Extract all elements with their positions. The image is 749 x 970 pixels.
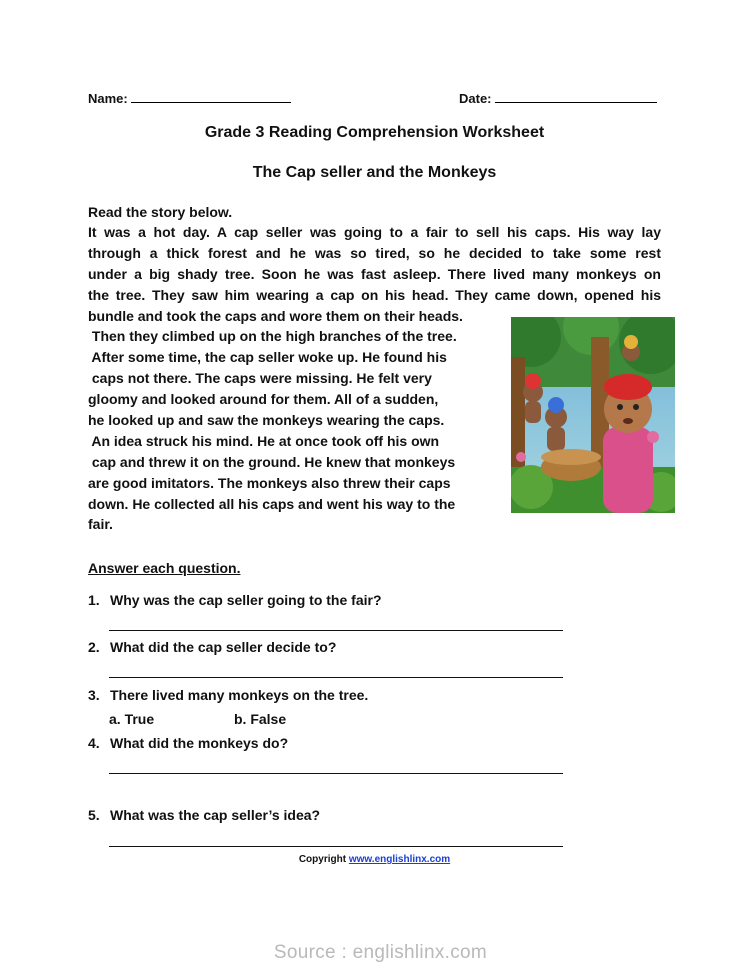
question-2	[88, 639, 336, 655]
question-4	[88, 735, 288, 751]
question-text: There lived many monkeys on the tree.	[110, 687, 369, 703]
date-field	[459, 90, 657, 106]
option-a-true[interactable]: a. True	[109, 711, 155, 727]
question-text: What did the monkeys do?	[110, 735, 289, 751]
story-line: through a thick forest and he was so tired, so he decided to take some rest	[88, 244, 661, 261]
date-label: Date:	[459, 91, 492, 106]
story-line: under a big shady tree. Soon he was fast asleep. There lived many monkeys on	[88, 265, 661, 282]
name-blank-line[interactable]	[131, 90, 291, 103]
story-line: An idea struck his mind. He at once took off his own	[88, 432, 440, 449]
answer-line-1[interactable]	[109, 630, 563, 631]
story-line: are good imitators. The monkeys also threw their caps	[88, 474, 451, 491]
copyright-footer	[0, 854, 749, 865]
intro-text: Read the story below.	[88, 204, 233, 220]
question-number: 4.	[88, 735, 100, 751]
question-1	[88, 592, 382, 608]
story-line: fair.	[88, 516, 113, 533]
answer-line-5[interactable]	[109, 846, 563, 847]
story-line: down. He collected all his caps and went his way to the	[88, 495, 456, 512]
question-number: 5.	[88, 807, 100, 823]
question-number: 1.	[88, 592, 100, 608]
copyright-link[interactable]: www.englishlinx.com	[348, 854, 451, 865]
story-title: The Cap seller and the Monkeys	[252, 164, 497, 181]
story-line: the tree. They saw him wearing a cap on his head. They came down, opened his	[88, 286, 661, 303]
name-field	[88, 90, 291, 106]
story-line: he looked up and saw the monkeys wearing the caps.	[88, 412, 445, 429]
question-3	[88, 687, 368, 703]
story-line: After some time, the cap seller woke up. He found his	[88, 349, 447, 366]
story-line: bundle and took the caps and wore them on their heads.	[88, 307, 463, 324]
story-line: cap and threw it on the ground. He knew that monkeys	[88, 453, 456, 470]
answer-line-2[interactable]	[109, 677, 563, 678]
source-watermark: Source : englishlinx.com	[273, 942, 487, 963]
option-b-false[interactable]: b. False	[234, 711, 287, 727]
story-line: Then they climbed up on the high branches of the tree.	[88, 328, 457, 345]
copyright-label: Copyright	[298, 854, 347, 865]
story-line: It was a hot day. A cap seller was going to a fair to sell his caps. His way lay	[88, 224, 661, 240]
story-line: gloomy and looked around for them. All of a sudden,	[88, 391, 439, 408]
question-text: What was the cap seller’s idea?	[110, 807, 321, 823]
question-number: 3.	[88, 687, 100, 703]
story-line: caps not there. The caps were missing. He felt very	[88, 370, 432, 387]
question-text: Why was the cap seller going to the fair?	[110, 592, 382, 608]
answer-line-4[interactable]	[109, 773, 563, 774]
date-blank-line[interactable]	[495, 90, 657, 103]
name-label: Name:	[88, 91, 128, 106]
question-5	[88, 807, 320, 823]
story-illustration	[511, 317, 675, 513]
question-text: What did the cap seller decide to?	[110, 639, 337, 655]
worksheet-title: Grade 3 Reading Comprehension Worksheet	[204, 124, 545, 141]
questions-heading: Answer each question.	[88, 560, 241, 576]
question-number: 2.	[88, 639, 100, 655]
